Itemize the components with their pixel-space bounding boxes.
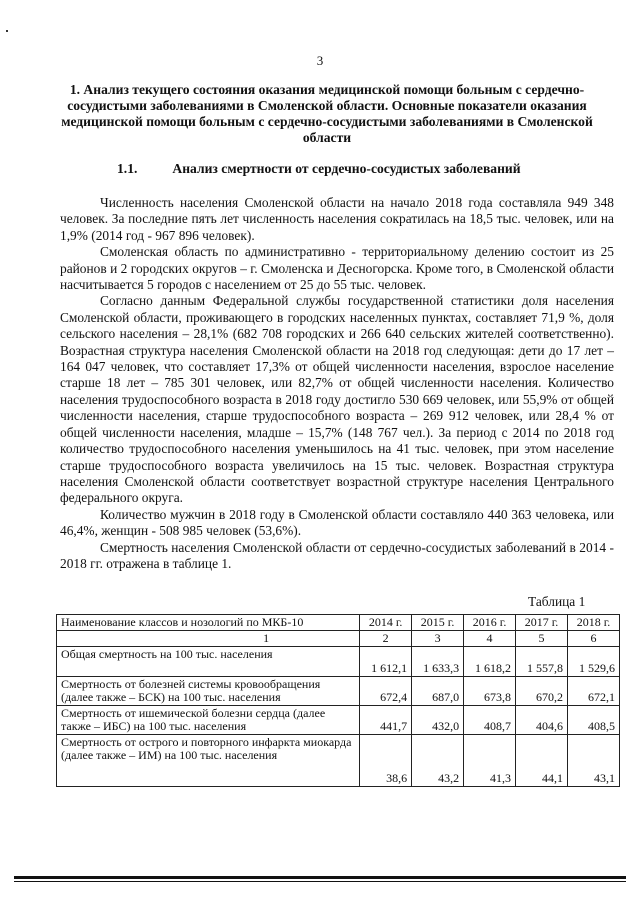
row-label: Смертность от острого и повторного инфаркта миокарда (далее также – ИМ) на 100 тыс. населения [57,735,360,787]
footer-rule [14,876,626,879]
table-header-cell: 2016 г. [464,615,516,631]
row-label: Смертность от ишемической болезни сердца (далее также – ИБС) на 100 тыс. населения [57,706,360,735]
table-cell: 404,6 [516,706,568,735]
table-cell: 41,3 [464,735,516,787]
table-header-cell: Наименование классов и нозологий по МКБ-10 [57,615,360,631]
table-cell: 441,7 [360,706,412,735]
table-cell: 670,2 [516,677,568,706]
table-cell: 672,1 [567,677,619,706]
table-cell: 673,8 [464,677,516,706]
table-header-cell: 2014 г. [360,615,412,631]
section-heading: 1. Анализ текущего состояния оказания медицинской помощи больным с сердечно-сосудистыми заболеваниями в Смоленской области. Основные показатели оказания медицинской помощи больным с сердечно-сосудистыми заболеваниями в Смоленской области [61,82,593,145]
table-header-cell: 2015 г. [412,615,464,631]
table-cell: 1 612,1 [360,647,412,677]
subsection-heading [117,161,521,177]
body-text [60,195,614,572]
table-cell: 687,0 [412,677,464,706]
table-index-cell: 6 [567,631,619,647]
table-cell: 1 633,3 [412,647,464,677]
row-label: Общая смертность на 100 тыс. населения [57,647,360,677]
paragraph: Количество мужчин в 2018 году в Смоленской области составляло 440 363 человека, или 46,4%, женщин - 508 985 человек (53,6%). [60,506,614,539]
subsection-title: Анализ смертности от сердечно-сосудистых заболеваний [172,161,521,176]
subsection-number: 1.1. [117,161,138,176]
table-cell: 672,4 [360,677,412,706]
table-cell: 408,7 [464,706,516,735]
table-row [57,735,620,787]
row-label: Смертность от болезней системы кровообращения (далее также – БСК) на 100 тыс. населения [57,677,360,706]
table-header-cell: 2018 г. [567,615,619,631]
paragraph: Смоленская область по административно - территориальному делению состоит из 25 районов и 2 городских округов – г. Смоленска и Десногорска. Кроме того, в Смоленской области насчитывается 5 городов с населением от 25 до 55 тыс. человек. [60,244,614,293]
table-caption: Таблица 1 [528,594,586,609]
paragraph: Численность населения Смоленской области на начало 2018 года составляла 949 348 человек. За последние пять лет численность населения сократилась на 18,5 тыс. человек, или на 1,9% (2014 год - 967 896 человек). [60,195,614,243]
table-index-cell: 1 [57,631,360,647]
table-index-cell: 4 [464,631,516,647]
paragraph: Согласно данным Федеральной службы государственной статистики доля населения Смоленской области, проживающего в городских населенных пунктах, составляет 71,9 %, доля сельского населения – 28,1% (682 708 городских и 266 640 сельских жителей соответственно). Возрастная структура населения Смоленской области на 2018 год следующая: дети до 17 лет – 164 047 человек, что составляет 17,3% от общей численности населения, взрослое население старше 18 лет – 785 301 человек, или 82,7% от общей численности населения. Количество населения трудоспособного возраста в 2018 году достигло 530 669 человек, или 55,9% от общей численности населения, старше трудоспособного возраста – 269 912 человек, или 28,4 % от общей численности населения, младше – 15,7% (148 767 чел.). За период с 2014 по 2018 год количество трудоспособного населения уменьшилось на 41 тыс. человек, при этом население старше трудоспособного возраста увеличилось на 15 тыс. человек. Возрастная структура населения Смоленской области соответствует возрастной структуре населения Центрального федерального округа. [60,293,614,506]
table-cell: 44,1 [516,735,568,787]
table-header-row [57,615,620,631]
table-cell: 1 557,8 [516,647,568,677]
table-row [57,677,620,706]
mortality-table [56,614,620,787]
table-cell: 408,5 [567,706,619,735]
scan-speck [6,30,8,32]
table-cell: 1 618,2 [464,647,516,677]
footer-rule-thin [14,881,626,882]
table-cell: 43,1 [567,735,619,787]
table-index-cell: 5 [516,631,568,647]
page-number: 3 [316,53,324,68]
table-row [57,647,620,677]
table-cell: 43,2 [412,735,464,787]
table-cell: 432,0 [412,706,464,735]
table-index-row [57,631,620,647]
table-index-cell: 2 [360,631,412,647]
table-cell: 38,6 [360,735,412,787]
table-index-cell: 3 [412,631,464,647]
table-row [57,706,620,735]
table-cell: 1 529,6 [567,647,619,677]
table-header-cell: 2017 г. [516,615,568,631]
paragraph: Смертность населения Смоленской области от сердечно-сосудистых заболеваний в 2014 - 2018 гг. отражена в таблице 1. [60,539,614,571]
